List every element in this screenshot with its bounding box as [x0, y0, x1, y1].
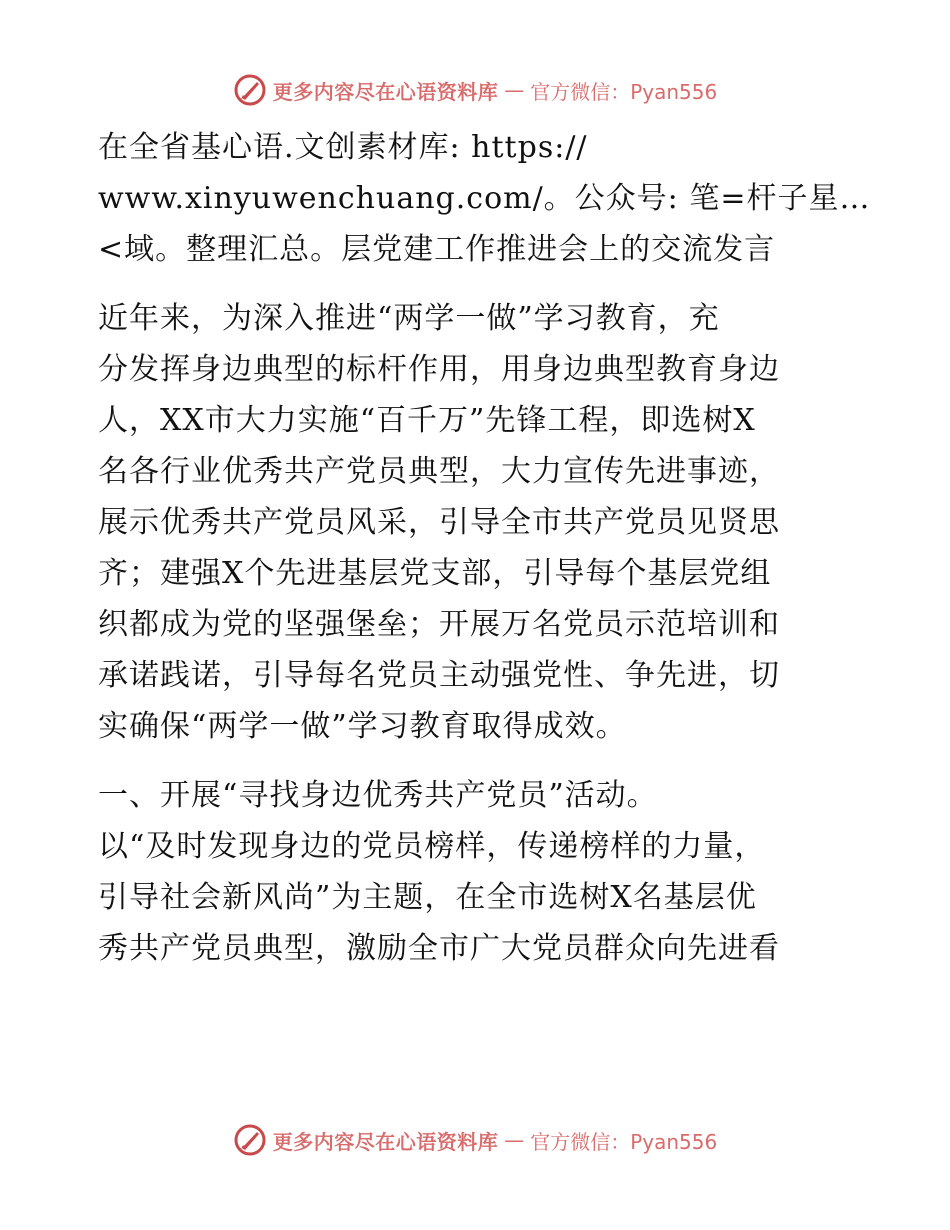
header-line: www.xinyuwenchuang.com/。公众号: 笔=杆子星… — [98, 181, 871, 216]
document-body — [98, 122, 871, 974]
paragraph-line: 秀共产党员典型，激励全市广大党员群众向先进看 — [98, 931, 780, 966]
quill-logo-icon — [233, 73, 267, 107]
header-line: <域。整理汇总。层党建工作推进会上的交流发言 — [98, 232, 776, 267]
watermark-separator: — — [504, 1128, 525, 1152]
section-heading: 一、开展“寻找身边优秀共产党员”活动。 — [98, 778, 658, 813]
paragraph-line: 承诺践诺，引导每名党员主动强党性、争先进，切 — [98, 658, 780, 693]
watermark-top — [0, 70, 950, 110]
paragraph-line: 近年来，为深入推进“两学一做”学习教育，充 — [98, 301, 720, 336]
paragraph-line: 分发挥身边典型的标杆作用，用身边典型教育身边 — [98, 352, 780, 387]
spacer — [98, 275, 858, 293]
watermark-bottom — [0, 1120, 950, 1160]
spacer — [98, 752, 858, 770]
paragraph-line: 实确保“两学一做”学习教育取得成效。 — [98, 709, 627, 744]
paragraph-line: 以“及时发现身边的党员榜样，传递榜样的力量， — [98, 829, 766, 864]
watermark-text: 更多内容尽在心语资料库 — [272, 1129, 499, 1154]
quill-logo-icon — [233, 1123, 267, 1157]
paragraph-line: 织都成为党的坚强堡垒；开展万名党员示范培训和 — [98, 607, 780, 642]
watermark-wechat: 官方微信：Pyan556 — [530, 1129, 718, 1154]
watermark-text: 更多内容尽在心语资料库 — [272, 79, 499, 104]
header-line: 在全省基心语.文创素材库: https:// — [98, 130, 588, 165]
watermark-separator: — — [504, 78, 525, 102]
paragraph-line: 名各行业优秀共产党员典型，大力宣传先进事迹， — [98, 454, 780, 489]
paragraph-line: 人，XX市大力实施“百千万”先锋工程，即选树X — [98, 403, 756, 438]
paragraph-line: 引导社会新风尚”为主题，在全市选树X名基层优 — [98, 880, 757, 915]
paragraph-line: 展示优秀共产党员风采，引导全市共产党员见贤思 — [98, 505, 780, 540]
watermark-wechat: 官方微信：Pyan556 — [530, 79, 718, 104]
paragraph-line: 齐；建强X个先进基层党支部，引导每个基层党组 — [98, 556, 772, 591]
